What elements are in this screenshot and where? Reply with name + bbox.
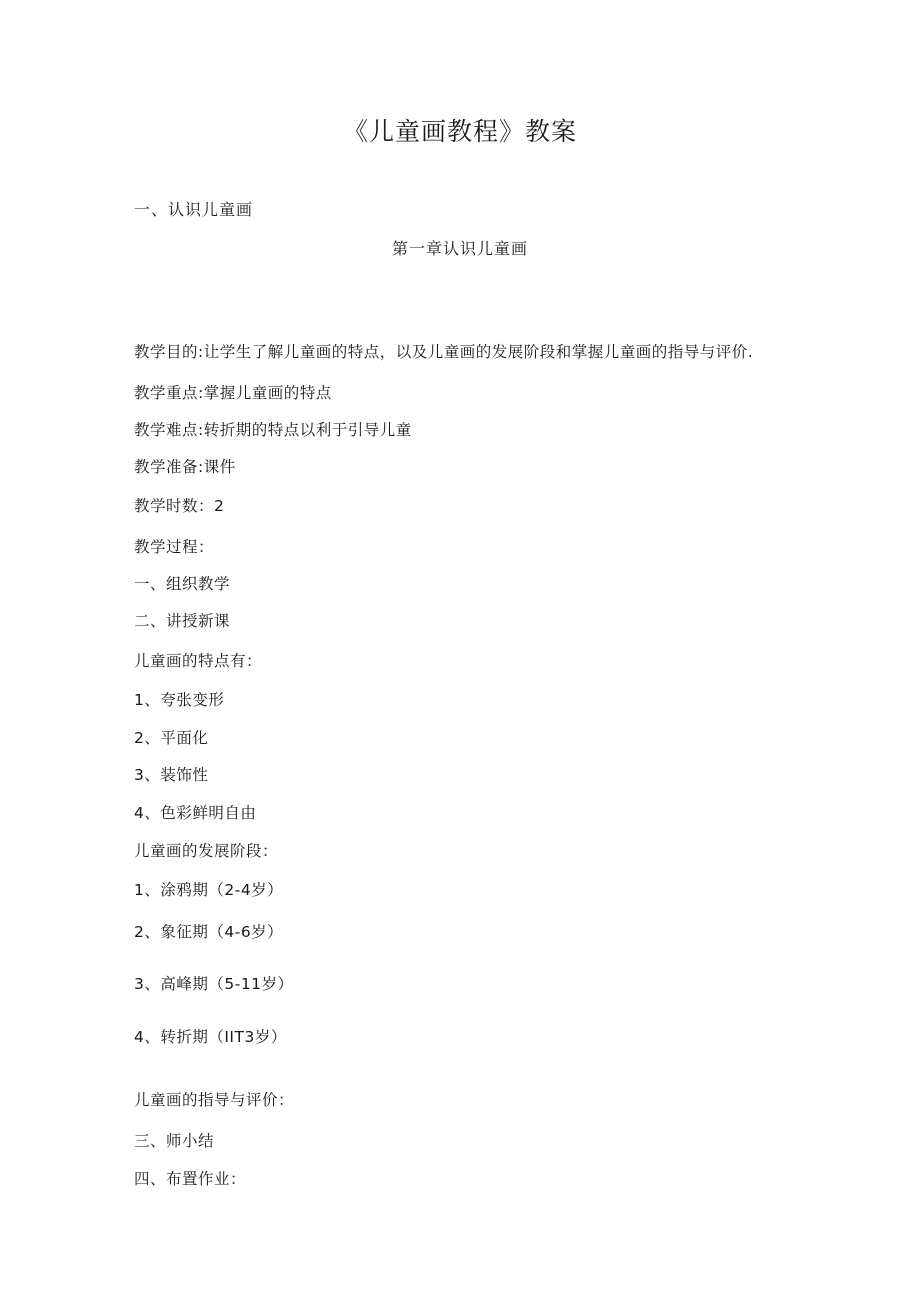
feature-item-line: 4、色彩鲜明自由: [134, 804, 257, 822]
stage-item-line: 2、象征期（4-6岁）: [134, 923, 284, 941]
teaching-focus-line: 教学重点:掌握儿童画的特点: [134, 384, 332, 402]
features-heading-line: 儿童画的特点有：: [134, 652, 263, 670]
feature-item-line: 3、装饰性: [134, 766, 209, 784]
teaching-hours-line: 教学时数：2: [134, 497, 225, 515]
guidance-heading-line: 儿童画的指导与评价：: [134, 1091, 295, 1109]
teaching-difficulty-line: 教学难点:转折期的特点以利于引导儿童: [134, 421, 412, 439]
stage-item-line: 4、转折期（IIT3岁）: [134, 1028, 287, 1046]
step-summary-line: 三、师小结: [134, 1132, 215, 1150]
teaching-objective-line: 教学目的:让学生了解儿童画的特点，以及儿童画的发展阶段和掌握儿童画的指导与评价.: [134, 343, 754, 361]
stages-heading-line: 儿童画的发展阶段：: [134, 842, 279, 860]
teaching-preparation-line: 教学准备:课件: [134, 458, 236, 476]
stage-item-line: 3、高峰期（5-11岁）: [134, 975, 294, 993]
feature-item-line: 2、平面化: [134, 729, 209, 747]
document-title: 《儿童画教程》教案: [342, 117, 577, 146]
chapter-title: 第一章认识儿童画: [391, 239, 528, 258]
section-heading: 一、认识儿童画: [134, 200, 254, 219]
stage-item-line: 1、涂鸦期（2-4岁）: [134, 881, 284, 899]
step-homework-line: 四、布置作业：: [134, 1170, 247, 1188]
step-new-lesson-line: 二、讲授新课: [134, 612, 231, 630]
feature-item-line: 1、夸张变形: [134, 691, 225, 709]
teaching-process-line: 教学过程：: [134, 538, 215, 556]
step-organize-line: 一、组织教学: [134, 575, 231, 593]
